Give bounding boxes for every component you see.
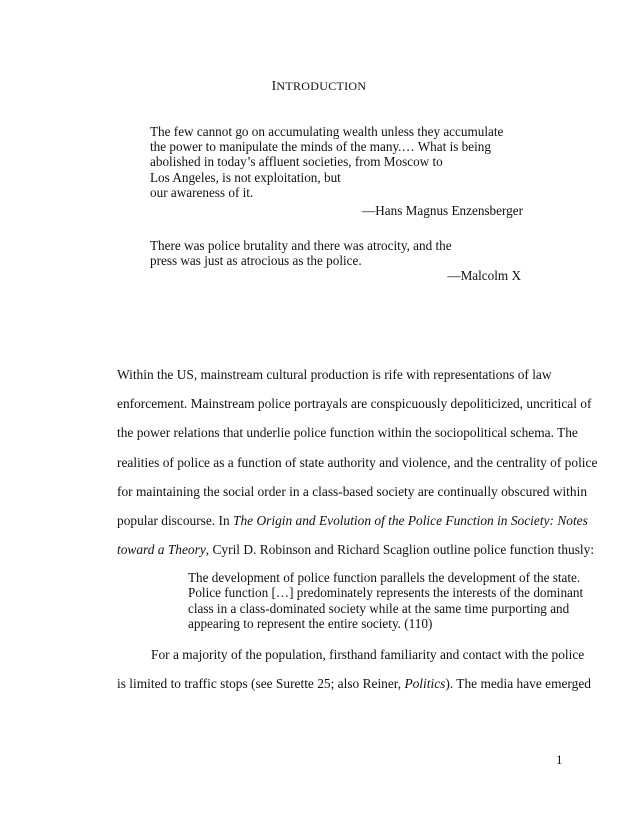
page-title <box>0 78 638 94</box>
book-title-italic: toward a Theory <box>117 542 206 558</box>
body-text-run: ). The media have emerged <box>445 676 591 692</box>
body-line: the power relations that underlie police function within the sociopolitical schema. The <box>117 425 578 441</box>
body-line: enforcement. Mainstream police portrayals are conspicuously depoliticized, uncritical of <box>117 396 592 412</box>
title-small-caps: NTRODUCTION <box>276 79 367 93</box>
body-paragraph-1 <box>117 366 598 570</box>
epigraph-attribution: —Hans Magnus Enzensberger <box>362 203 523 219</box>
block-quote <box>188 570 584 632</box>
epigraph-malcolm-x <box>150 238 530 284</box>
body-line <box>117 512 588 541</box>
body-line: For a majority of the population, firsthand familiarity and contact with the police <box>151 647 585 662</box>
epigraph-line: our awareness of it. <box>150 184 254 200</box>
epigraph-line: abolished in today’s affluent societies, from Moscow to <box>150 154 443 170</box>
quote-line: appearing to represent the entire society. (110) <box>188 616 433 632</box>
quote-line: class in a class-dominated society while at the same time purporting and <box>188 600 570 616</box>
epigraph-line: There was police brutality and there was atrocity, and the <box>150 238 452 253</box>
book-title-italic: Politics <box>404 676 446 692</box>
epigraph-line: press was just as atrocious as the police. <box>150 253 362 269</box>
body-line: Within the US, mainstream cultural production is rife with representations of law <box>117 367 552 382</box>
body-line <box>117 541 595 570</box>
epigraph-line: Los Angeles, is not exploitation, but <box>150 169 341 185</box>
epigraph-line: The few cannot go on accumulating wealth unless they accumulate <box>150 124 504 139</box>
body-line <box>117 675 591 704</box>
book-title-italic: The Origin and Evolution of the Police Function in Society: Notes <box>233 512 588 528</box>
epigraph-enzensberger <box>150 124 530 218</box>
body-text-run: , Cyril D. Robinson and Richard Scaglion outline police function thusly: <box>205 542 595 558</box>
body-text-run: is limited to traffic stops (see Surette 25; also Reiner, <box>117 676 405 692</box>
quote-line: The development of police function parallels the development of the state. <box>188 570 581 585</box>
title-initial: I <box>271 78 277 93</box>
body-line: realities of police as a function of state authority and violence, and the centrality of police <box>117 454 598 470</box>
quote-line: Police function […] predominately represents the interests of the dominant <box>188 585 584 601</box>
epigraph-attribution: —Malcolm X <box>447 268 521 284</box>
page-number: 1 <box>556 752 563 767</box>
body-text-run: popular discourse. In <box>117 512 234 528</box>
body-paragraph-2 <box>117 646 591 704</box>
body-line: for maintaining the social order in a class-based society are continually obscured within <box>117 483 588 499</box>
epigraph-line: the power to manipulate the minds of the many.… What is being <box>150 139 491 155</box>
